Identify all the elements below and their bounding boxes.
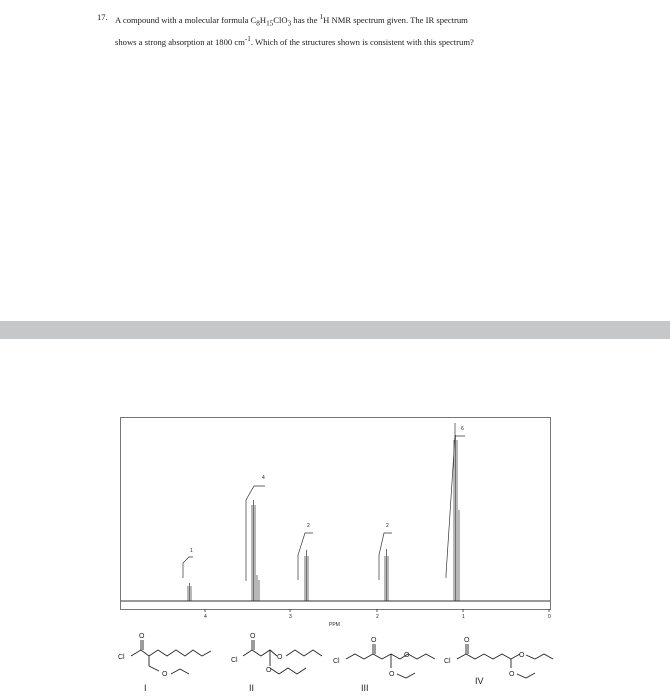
structure-I-cl: Cl [118,654,125,661]
structure-III-o1: O [371,637,377,644]
structure-I-o1: O [139,633,145,640]
formula-sub-3: 3 [287,19,292,28]
structure-II-o1: O [250,633,256,640]
structure-IV-o2: O [519,652,525,659]
ir-sup: -1 [244,34,251,43]
integral-label-1: 1 [190,548,193,554]
structure-III-cl: Cl [333,658,340,665]
integral-label-2: 4 [262,475,265,481]
question-text-a: A compound with a molecular formula C [115,14,257,25]
tick-1: 1 [462,614,465,620]
structure-II-o3: O [266,667,272,674]
question-text-d: shows a strong absorption at 1800 cm [115,36,245,47]
structure-I-o2: O [162,671,168,678]
formula-clo: ClO [273,14,288,25]
question-text-c: H NMR spectrum given. The IR spectrum [323,14,468,25]
tick-2: 2 [376,614,379,620]
tick-3: 3 [289,614,292,620]
structure-IV [457,644,553,678]
question-number: 17. [97,12,108,22]
question-text-b: has the [291,14,320,25]
structure-III-o3: O [389,671,395,678]
structure-IV-cl: Cl [444,658,451,665]
nmr-sup-1: 1 [319,13,324,21]
structure-II-o2: O [277,654,283,661]
structure-II-cl: Cl [231,657,238,664]
structure-IV-o3: O [509,671,515,678]
integral-label-5: 6 [461,426,464,432]
structure-label-I: I [144,683,147,693]
x-axis-label: PPM [329,622,340,628]
structure-label-II: II [249,683,255,693]
tick-0: 0 [548,614,551,620]
formula-sub-8: 8 [256,19,260,28]
structure-IV-o1: O [464,637,470,644]
integral-label-4: 2 [386,523,389,529]
structure-III-o2: O [404,652,410,659]
structure-II [243,640,322,674]
formula-sub-15: 15 [266,19,274,28]
integral-label-3: 2 [307,523,310,529]
structure-label-IV: IV [475,676,484,686]
structure-I [131,640,211,674]
structure-label-III: III [361,683,369,693]
question-text-e: . Which of the structures shown is consistent with this spectrum? [250,36,474,47]
tick-4: 4 [204,614,207,620]
formula-h: H [259,14,267,25]
